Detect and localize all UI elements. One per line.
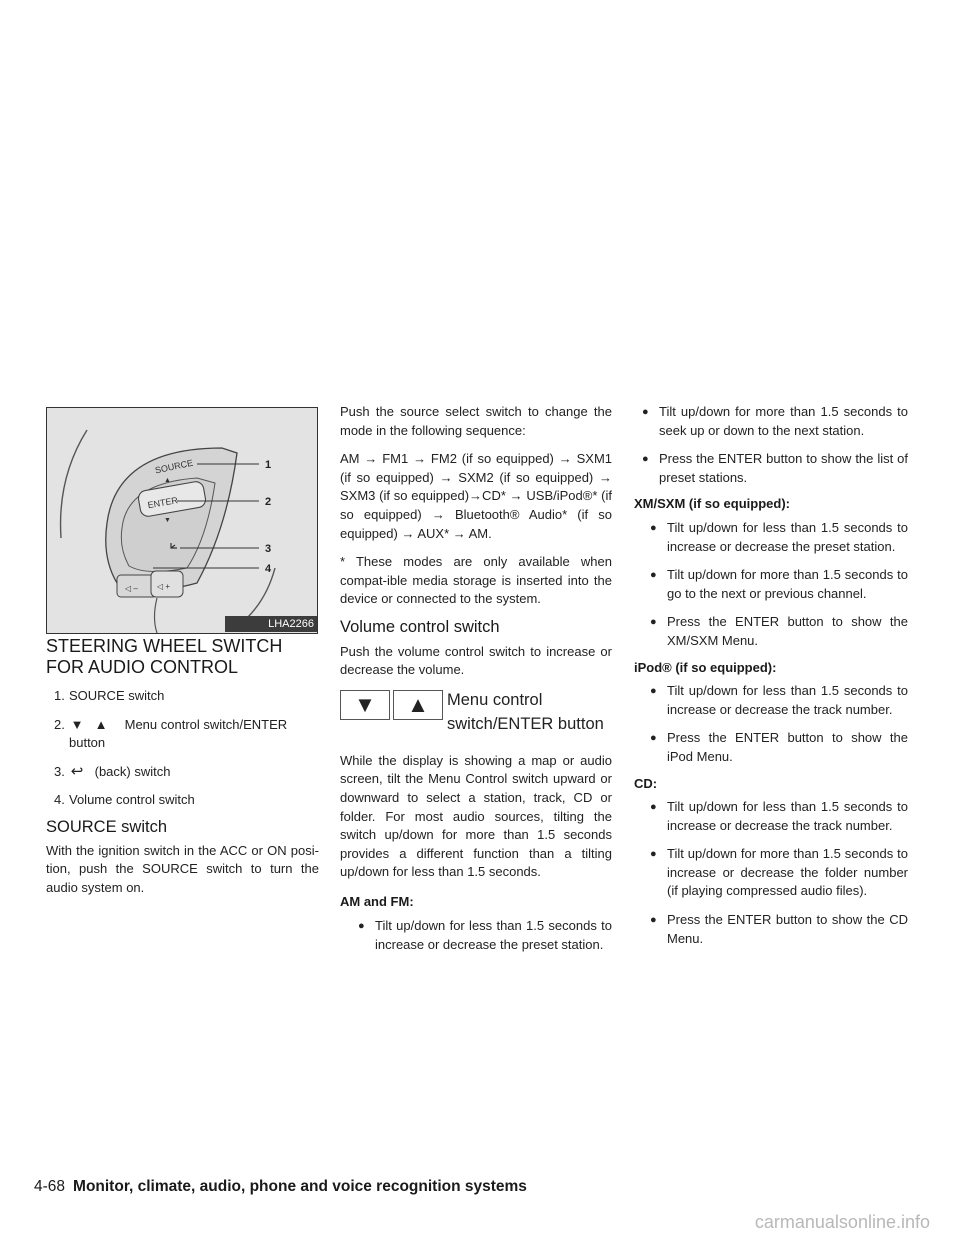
- menu-heading-line1: Menu control: [447, 690, 543, 709]
- menu-heading-line2: switch/ENTER button: [447, 714, 604, 733]
- list-item: 1. SOURCE switch: [54, 688, 165, 703]
- column-3: [634, 403, 908, 948]
- source-switch-text: With the ignition switch in the ACC or ON posi-tion, push the SOURCE switch to turn the audio system on.: [46, 842, 319, 895]
- bullet-item: ● Press the ENTER button to show the XM/SXM Menu.: [642, 613, 908, 650]
- source-label: SOURCE: [154, 457, 194, 476]
- column-1: [46, 636, 319, 897]
- bullet-item: ● Tilt up/down for less than 1.5 seconds to increase or decrease the track number.: [642, 682, 908, 719]
- bullet-item: ● Tilt up/down for less than 1.5 seconds to increase or decrease the preset station.: [642, 519, 908, 556]
- svg-text:▼: ▼: [164, 517, 171, 524]
- arrow-up-icon: ▲: [94, 716, 108, 732]
- watermark: carmanualsonline.info: [754, 1212, 930, 1232]
- list-item: 2. ▼ ▲ Menu control switch/ENTER button: [54, 716, 288, 751]
- back-icon: ↩: [70, 762, 84, 780]
- bullet-item: ● Tilt up/down for less than 1.5 seconds to increase or decrease the preset station.: [350, 917, 612, 954]
- source-switch-heading: SOURCE switch: [46, 817, 168, 836]
- list-item: 4. Volume control switch: [54, 792, 195, 808]
- down-button-icon: ▼: [340, 690, 390, 720]
- callout-1: 1: [265, 459, 272, 471]
- figure-id-label: LHA2266: [225, 616, 317, 632]
- svg-text:◁ +: ◁ +: [157, 582, 171, 591]
- bullet-item: ● Tilt up/down for more than 1.5 seconds to increase or decrease the folder number (if playing compressed audio files).: [642, 845, 908, 901]
- up-button-icon: ▲: [393, 690, 443, 720]
- bullet-item: ● Press the ENTER button to show the list of preset stations.: [634, 450, 908, 487]
- mode-sequence: AM → FM1 → FM2 (if so equipped) → SXM1 (if so equipped) → SXM2 (if so equipped) → SXM3 (if so equipped)→CD* → USB/iPod®* (if so equipped) → Bluetooth® Audio* (if so equipped) → AUX* → AM.: [340, 451, 612, 541]
- svg-text:▲: ▲: [164, 477, 171, 484]
- chapter-title: Monitor, climate, audio, phone and voice recognition systems: [73, 1178, 527, 1195]
- menu-control-heading-block: [340, 688, 612, 748]
- callout-3: 3: [265, 543, 272, 555]
- bullet-item: ● Tilt up/down for more than 1.5 seconds to seek up or down to the next station.: [634, 403, 908, 440]
- page-footer: [34, 1178, 527, 1196]
- am-fm-heading: AM and FM:: [340, 893, 414, 909]
- column-2: [340, 403, 612, 955]
- menu-control-text: While the display is showing a map or audio screen, tilt the Menu Control switch upward or downward to select a station, track, CD or folder. For most audio sources, tilting the switch up/down for more than 1.5 seconds provides a different function than a tilting up/down for less than 1.5 seconds.: [340, 752, 612, 880]
- svg-text:◁ –: ◁ –: [125, 584, 138, 593]
- modes-note: * These modes are only available when compat-ible media storage is inserted into the device or connected to the system.: [340, 554, 612, 607]
- steering-wheel-drawing: [47, 408, 317, 633]
- xm-heading: XM/SXM (if so equipped):: [634, 496, 790, 512]
- bullet-item: ● Press the ENTER button to show the CD Menu.: [642, 911, 908, 948]
- volume-text: Push the volume control switch to increase or decrease the volume.: [340, 643, 612, 678]
- bullet-item: ● Tilt up/down for more than 1.5 seconds to go to the next or previous channel.: [642, 566, 908, 603]
- bullet-item: ● Press the ENTER button to show the iPod Menu.: [642, 729, 908, 766]
- arrow-down-icon: ▼: [70, 716, 84, 732]
- callout-2: 2: [265, 496, 272, 508]
- cd-heading: CD:: [634, 775, 658, 791]
- section-heading: STEERING WHEEL SWITCH FOR AUDIO CONTROL: [46, 636, 283, 677]
- callout-4: 4: [265, 563, 272, 575]
- volume-heading: Volume control switch: [340, 617, 500, 636]
- enter-label: ENTER: [146, 495, 179, 511]
- steering-wheel-figure: [46, 407, 318, 634]
- page-number: 4-68: [34, 1178, 66, 1195]
- sequence-intro: Push the source select switch to change the mode in the following sequence:: [340, 404, 612, 438]
- list-item: 3. ↩ (back) switch: [54, 762, 171, 780]
- bullet-item: ● Tilt up/down for less than 1.5 seconds to increase or decrease the track number.: [642, 798, 908, 835]
- ipod-heading: iPod® (if so equipped):: [634, 659, 777, 675]
